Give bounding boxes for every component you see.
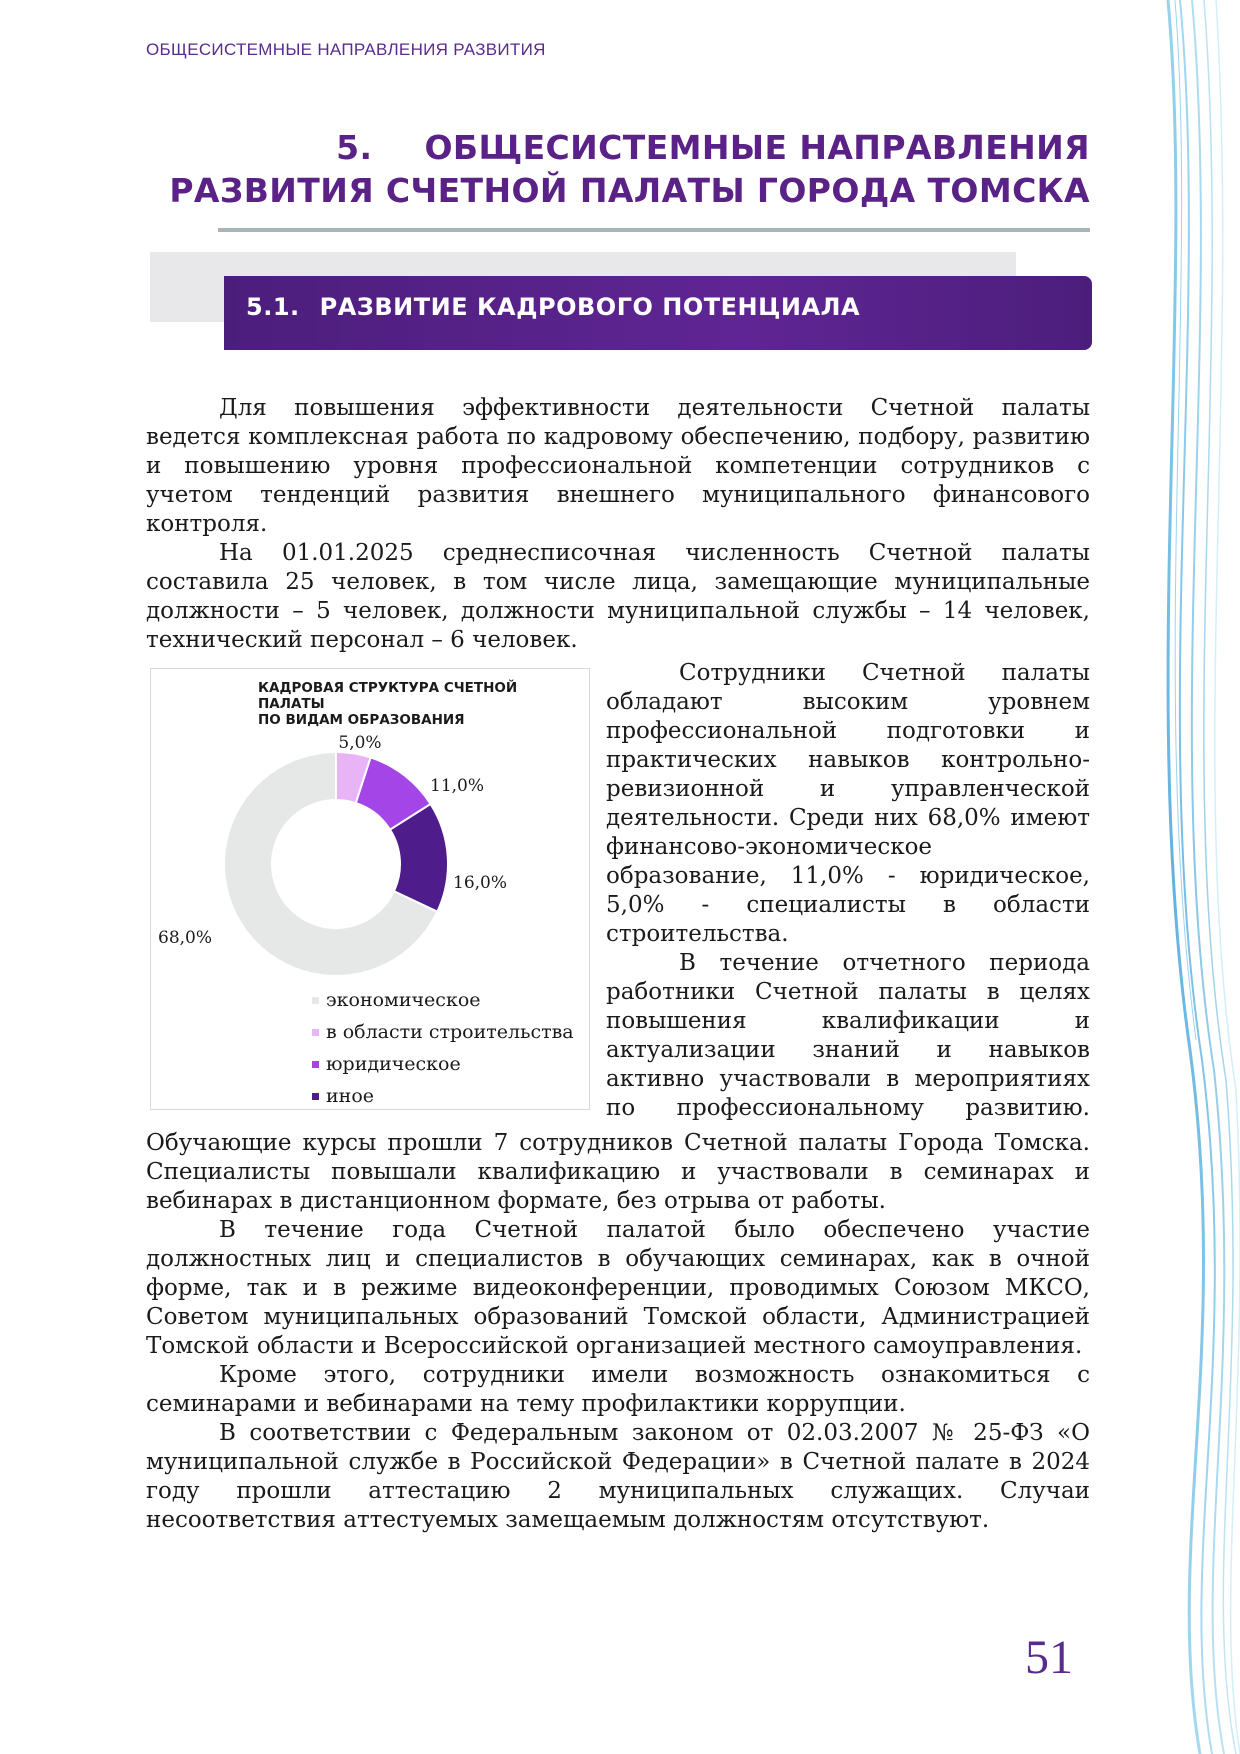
chart-title-line2: ПАЛАТЫ bbox=[258, 696, 325, 712]
running-header: ОБЩЕСИСТЕМНЫЕ НАПРАВЛЕНИЯ РАЗВИТИЯ bbox=[146, 40, 546, 59]
donut-label-2: 16,0% bbox=[453, 873, 508, 893]
body-text-bottom bbox=[146, 1129, 1090, 1535]
paragraph-5: В течение года Счетной палатой было обеспечено участие должностных лиц и специалистов в обучающих семинарах, как в очной форме, так и в режиме видеоконференции, проводимых Союзом МКСО, Советом муниципальных образований Томской области, Администрацией Томской области и Всероссийской организацией местного самоуправления. bbox=[146, 1217, 1090, 1359]
legend-item-other bbox=[310, 1080, 574, 1112]
chapter-number: 5. bbox=[336, 128, 373, 167]
page-number: 51 bbox=[1025, 1631, 1073, 1684]
paragraph-4-side: В течение отчетного периода работники Счетной палаты в целях повышения квалификации и актуализации знаний и навыков активно участвовали в мероприятиях по профессиональному развитию. bbox=[606, 950, 1090, 1121]
legend-item-economic bbox=[310, 984, 574, 1016]
paragraph-4-continued: Обучающие курсы прошли 7 сотрудников Счетной палаты Города Томска. Специалисты повышали квалификацию и участвовали в семинарах и вебинарах в дистанционном формате, без отрыва от работы. bbox=[146, 1130, 1090, 1214]
legend-label-legal: юридическое bbox=[326, 1053, 461, 1075]
chart-legend bbox=[310, 984, 574, 1112]
body-text-top bbox=[146, 394, 1090, 655]
legend-label-economic: экономическое bbox=[326, 989, 481, 1011]
section-number: 5.1. bbox=[246, 293, 300, 321]
paragraph-7: В соответствии с Федеральным законом от 02.03.2007 № 25-ФЗ «О муниципальной службе в Российской Федерации» в Счетной палате в 2024 году прошли аттестацию 2 муниципальных служащих. Случаи несоответствия аттестуемых замещаемым должностям отсутствуют. bbox=[146, 1420, 1090, 1533]
title-underline bbox=[218, 228, 1090, 232]
legend-swatch-other bbox=[312, 1093, 319, 1100]
legend-item-legal bbox=[310, 1048, 574, 1080]
legend-item-construction bbox=[310, 1016, 574, 1048]
legend-swatch-economic bbox=[312, 997, 319, 1004]
legend-swatch-legal bbox=[312, 1061, 319, 1068]
donut-label-3: 68,0% bbox=[158, 928, 213, 948]
legend-swatch-construction bbox=[312, 1029, 319, 1036]
section-title bbox=[246, 293, 860, 321]
legend-label-other: иное bbox=[326, 1085, 375, 1107]
chapter-title-line2: РАЗВИТИЯ СЧЕТНОЙ ПАЛАТЫ ГОРОДА ТОМСКА bbox=[169, 171, 1090, 210]
section-title-text: РАЗВИТИЕ КАДРОВОГО ПОТЕНЦИАЛА bbox=[319, 293, 861, 321]
body-text-side bbox=[606, 659, 1090, 1123]
legend-label-construction: в области строительства bbox=[326, 1021, 574, 1043]
paragraph-2: На 01.01.2025 среднесписочная численность Счетной палаты составила 25 человек, в том числе лица, замещающие муниципальные должности – 5 человек, должности муниципальной службы – 14 человек, технический персонал – 6 человек. bbox=[146, 540, 1090, 653]
chart-title-line1: КАДРОВАЯ СТРУКТУРА СЧЕТНОЙ bbox=[258, 680, 518, 696]
chart-title-line3: ПО ВИДАМ ОБРАЗОВАНИЯ bbox=[258, 712, 465, 728]
chapter-title bbox=[130, 126, 1090, 212]
chapter-title-line1: ОБЩЕСИСТЕМНЫЕ НАПРАВЛЕНИЯ bbox=[424, 128, 1090, 167]
paragraph-1: Для повышения эффективности деятельности Счетной палаты ведется комплексная работа по кадровому обеспечению, подбору, развитию и повышению уровня профессиональной компетенции сотрудников с учетом тенденций развития внешнего муниципального финансового контроля. bbox=[146, 395, 1090, 537]
paragraph-6: Кроме этого, сотрудники имели возможность ознакомиться с семинарами и вебинарами на тему профилактики коррупции. bbox=[146, 1362, 1090, 1417]
donut-label-0: 5,0% bbox=[338, 733, 382, 753]
paragraph-3: Сотрудники Счетной палаты обладают высоким уровнем профессиональной подготовки и практических навыков контрольно-ревизионной и управленческой деятельности. Среди них 68,0% имеют финансово-экономическое образование, 11,0% - юридическое, 5,0% - специалисты в области строительства. bbox=[606, 660, 1090, 947]
donut-label-1: 11,0% bbox=[430, 776, 485, 796]
